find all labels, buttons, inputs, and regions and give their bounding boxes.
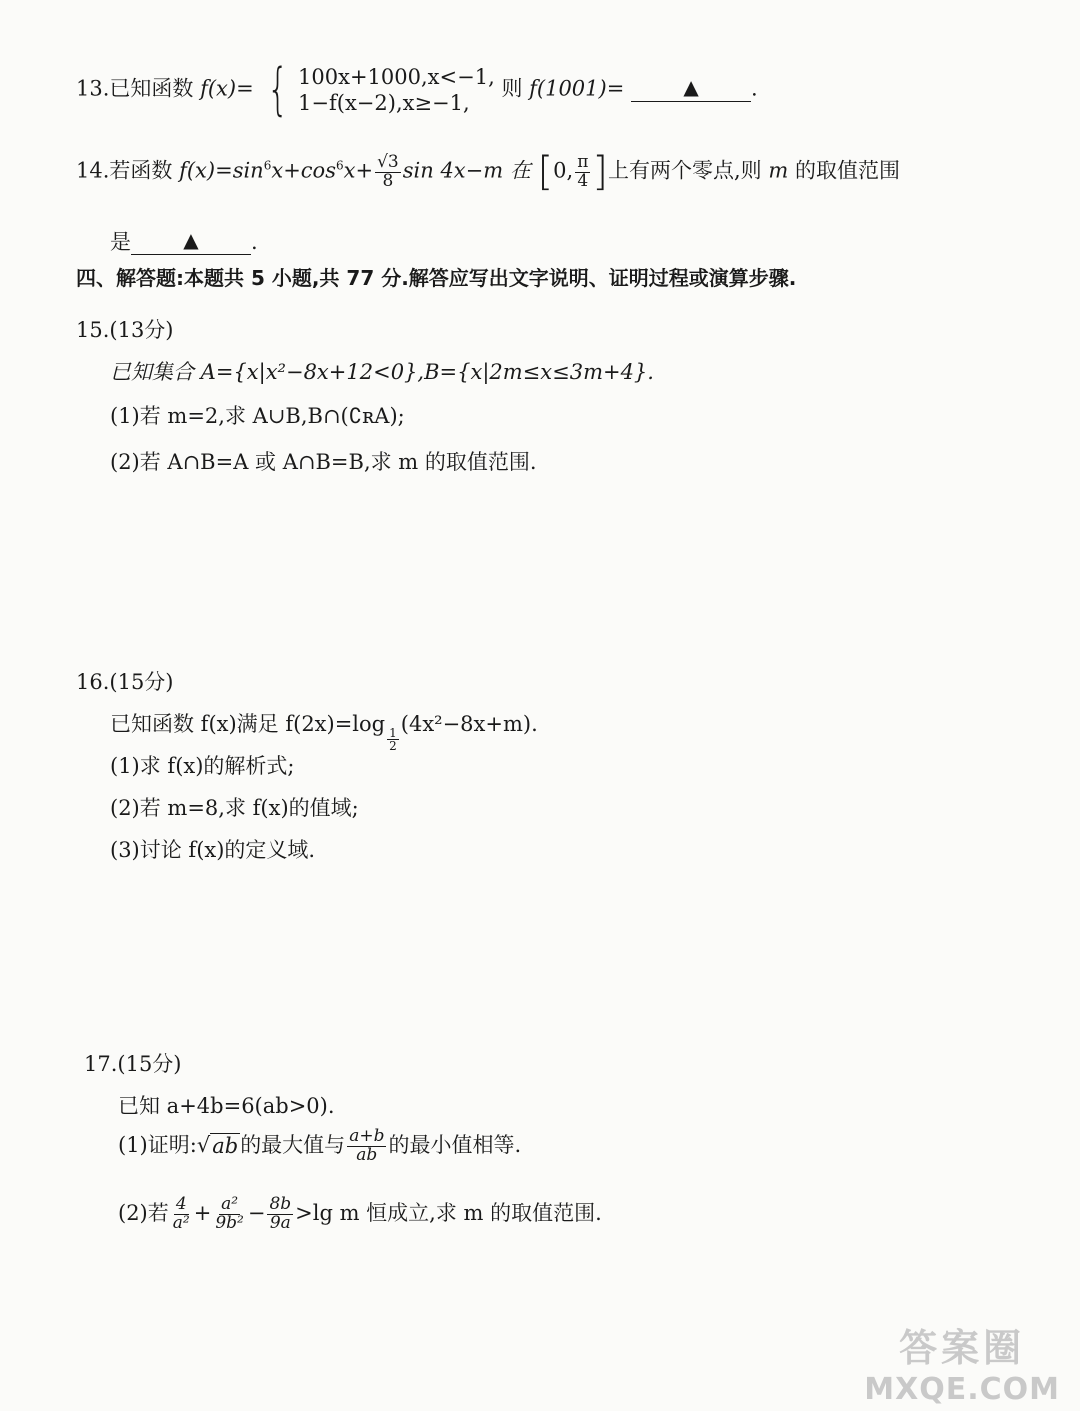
sqrt-icon: √ <box>377 151 388 172</box>
triangle-icon: ▲ <box>683 74 699 99</box>
q13-answer-blank[interactable] <box>631 74 751 102</box>
q14-tail-1: 上有两个零点,则 <box>607 158 762 183</box>
q15-part-1: (1)若 m=2,求 A∪B,B∩(∁ʀA); <box>110 404 405 428</box>
question-14-line-2 <box>110 226 258 256</box>
triangle-icon: ▲ <box>183 228 199 252</box>
left-brace-icon: { <box>267 57 289 122</box>
q16-header: 16.(15分) <box>76 670 174 694</box>
q14-line2-start: 是 <box>110 230 131 254</box>
q15-part-2: (2)若 A∩B=A 或 A∩B=B,求 m 的取值范围. <box>110 450 537 474</box>
q14-sqrt3-over-8: $\frac{√3}{8}$ <box>377 151 399 191</box>
q17-part-1: (1)证明: √ ab 的最大值与 $\frac{a+b}{ab}$ 的最小值相等. <box>118 1126 522 1165</box>
q17-frac-a2-over-9b2: $\frac{\text{a²}}{\text{9b²}}$ <box>215 1194 244 1233</box>
q17-part-2: (2)若 $\frac{4}{\text{a²}}$ + $\frac{\text{a²}}{\text{9b²}}$ − $\frac{8b}{9a}$ >lg m 恒成立,求 m 的取值范围. <box>118 1194 602 1233</box>
q15-header: 15.(13分) <box>76 318 174 342</box>
q13-stem: 已知函数 <box>109 76 194 101</box>
question-14 <box>76 149 900 195</box>
q14-interval-left: 0, <box>553 158 574 183</box>
q13-number: 13. <box>76 76 110 101</box>
q14-exp-1: 6 <box>263 158 272 173</box>
q14-number: 14. <box>76 158 110 183</box>
q13-piecewise <box>260 57 495 122</box>
right-bracket-icon: ] <box>592 149 608 195</box>
q16-part-1: (1)求 f(x)的解析式; <box>110 754 295 778</box>
question-13 <box>76 57 758 122</box>
left-bracket-icon: [ <box>537 149 554 195</box>
q17-frac-a-plus-b-over-ab: $\frac{a+b}{ab}$ <box>349 1126 385 1165</box>
q13-ask: f(1001)= <box>529 76 625 101</box>
q17-frac-4-over-a2: $\frac{4}{\text{a²}}$ <box>172 1194 190 1233</box>
q14-answer-blank[interactable] <box>131 230 251 255</box>
watermark-logo: 答案圈 MXQE.COM <box>864 1326 1060 1407</box>
q14-stem: 若函数 <box>109 158 173 183</box>
q13-then: 则 <box>501 76 523 101</box>
sqrt-icon: √ <box>196 1132 211 1157</box>
q14-func-c: x+ <box>343 158 374 183</box>
q17-sqrt-ab: √ ab <box>196 1132 239 1158</box>
q14-var-m: m <box>768 158 789 183</box>
q13-tail: . <box>751 76 758 101</box>
q14-exp-2: 6 <box>335 158 344 173</box>
q16-stem: 已知函数 f(x)满足 f(2x)=log $\frac{1}{2}$ (4x²−8x+m). <box>110 712 538 753</box>
q14-func-a: f(x)=sin <box>179 158 264 183</box>
q16-log-base: $\frac{1}{2}$ <box>389 726 397 753</box>
q14-line2-end: . <box>251 230 258 254</box>
q17-frac-8b-over-9a: $\frac{8b}{9a}$ <box>269 1194 292 1233</box>
q14-func-b: x+cos <box>271 158 336 183</box>
q13-case-1: 100x+1000,x<−1, <box>298 64 495 89</box>
q14-pi-over-4: $\frac{\pi}{4}$ <box>577 151 589 191</box>
q14-func-d: sin 4x−m 在 <box>402 158 531 183</box>
q16-part-3: (3)讨论 f(x)的定义域. <box>110 838 316 862</box>
q17-stem: 已知 a+4b=6(ab>0). <box>118 1094 335 1118</box>
q13-func: f(x)= <box>200 76 254 101</box>
q15-stem: 已知集合 A={x|x²−8x+12<0},B={x|2m≤x≤3m+4}. <box>110 360 654 384</box>
q16-part-2: (2)若 m=8,求 f(x)的值域; <box>110 796 359 820</box>
q13-case-2: 1−f(x−2),x≥−1, <box>298 91 470 115</box>
q14-tail-2: 的取值范围 <box>794 158 900 183</box>
q17-header: 17.(15分) <box>84 1052 182 1076</box>
section-4-title: 四、解答题:本题共 5 小题,共 77 分.解答应写出文字说明、证明过程或演算步骤. <box>76 266 797 290</box>
